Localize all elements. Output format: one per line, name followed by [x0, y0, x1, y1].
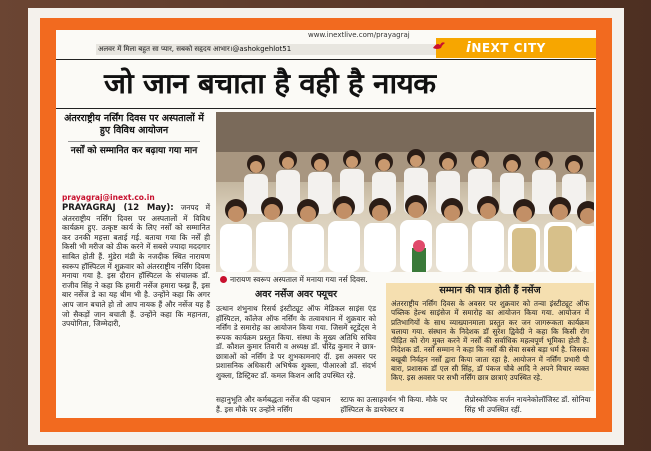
byline-email: prayagraj@inext.co.in	[62, 193, 155, 202]
article-body-left	[62, 203, 210, 329]
deck-separator	[68, 141, 200, 142]
group-photo	[216, 112, 594, 272]
top-rule	[56, 59, 596, 60]
bottom-text-1: सहानुभूति और कर्मबद्धता नर्सेज की पहचान हैं. इस मौके पर उन्होंने नर्सिंग	[216, 395, 331, 414]
bird-logo-icon	[432, 41, 446, 51]
brand-prefix: i	[466, 40, 472, 56]
caption-text: नारायण स्वरूप अस्पताल में मनाया गया नर्स दिवस.	[230, 275, 368, 284]
bottom-text-2: स्टाफ का उत्साहवर्धन भी किया. मौके पर हॉस्पिटल के डायरेक्टर व	[340, 395, 448, 414]
caption-bullet-icon	[220, 276, 227, 283]
ticker-bar	[96, 44, 444, 55]
deck-primary: अंतरराष्ट्रीय नर्सिंग दिवस पर अस्पतालों में हुए विविध आयोजन	[64, 113, 204, 136]
intro-deck	[58, 113, 210, 157]
bottom-text-row	[216, 395, 594, 414]
middle-heading: अवर नर्सेज अवर फ्यूचर	[254, 289, 338, 300]
article-text-left: जनपद में अंतरराष्ट्रीय नर्सिंग दिवस पर अस्पतालों में विविध कार्यक्रम हुए. उत्कृष्ट कार्य के लिए नर्सों को सम्मानित कर उनकी महत्ता बताई गई. बताया गया कि नर्सें ही किसी भी मरीज को ठीक करने में सबसे ज्यादा मददगार साबित होती हैं. मुंडेरा मंडी के नजदीक स्थित नारायण स्वरूप हॉस्पिटल में शुक्रवार को अंतरराष्ट्रीय नर्सिंग दिवस मनाया गया है. इस दौरान हॉस्पिटल के संचालक डॉ. राजीव सिंह ने कहा कि हमारी नर्सेज हमारा फख्र हैं, इस बार नर्सेज डे का यह थीम भी है. उन्होंने कहा कि अगर आप जान बचाते हो तो आप नायक हैं और नर्सेज यह हैं जो सैकड़ों जान बचाती हैं. उन्होंने कहा कि महानता, उपयोगिता, जिम्मेदारी,	[62, 203, 210, 329]
box-heading: सम्मान की पात्र होती हैं नर्सेज	[439, 285, 541, 296]
headline-rule	[56, 108, 596, 109]
headline: जो जान बचाता है वही है नायक	[104, 67, 436, 100]
top-strip	[56, 30, 596, 56]
site-url: www.inextlive.com/prayagraj	[308, 31, 410, 39]
newspaper-clipping	[56, 30, 596, 418]
dateline: PRAYAGRAJ (12 May):	[62, 203, 174, 213]
brand-banner	[436, 38, 596, 58]
box-body: अंतरराष्ट्रीय नर्सिंग दिवस के अवसर पर शुक्रवार को तन्वा इंस्टीट्यूट ऑफ पब्लिक हेल्थ साइंसेज में समारोह का आयोजन किया गया. आयोजन में प्रतिभागियों के साथ व्याख्यानमाला प्रस्तुत कर जन जागरूकता कार्यक्रम चलाया गया. संस्थान के निदेशक डॉ सुरेश द्विवेदी ने कहा कि किसी रोग पीड़ित को रोग मुक्त करने में नर्सों की सर्वाधिक महत्वपूर्ण भूमिका होती है. निदेशक डॉ. नर्सों सम्मान ने कहा कि नर्सों की सेवा सबसे बड़ा धर्म है. जिसका बखूबी निर्वहन नर्सों द्वारा किया जाता रहा है. आयोजन में नर्सिंग प्रभारी पी बारा, प्रशासक डॉ एल सी सिंह, डॉ पंकज चौबे आदि ने अपने विचार व्यक्त किए. इस अवसर पर सभी नर्सिंग छात्र छात्राएं उपस्थित रहे.	[391, 299, 589, 383]
bottom-text-3: लैप्रोस्कोपिक सर्जन नायनेकोलॉजिस्ट डॉ. सोनिया सिंह भी उपस्थित रहीं.	[464, 395, 591, 414]
middle-column	[216, 289, 376, 380]
ticker-handle: @ashokgehlot51	[232, 45, 292, 53]
ticker-text: अलवर में मिला बहुत सा प्यार, सबको सहृदय आभार।	[98, 45, 233, 53]
highlight-box	[386, 283, 594, 391]
brand-name: NEXT CITY	[471, 41, 546, 55]
nurses-group-illustration	[216, 112, 594, 272]
middle-body: उत्थान शंभुनाथ रिसर्च इंस्टीट्यूट ऑफ मेडिकल साइंस एंड हॉस्पिटल, कॉलेज ऑफ नर्सिंग के तत्वावधान में शुक्रवार को नर्सिंग डे समारोह का आयोजन किया गया. जिसमें स्टूडेंट्स ने रूपक कार्यक्रम प्रस्तुत किया. संस्था के मुख्य अतिथि सचिव डॉ. कौशल कुमार तिवारी व अध्यक्ष डॉ. चीरेंद्र कुमार ने छात्र-छात्राओं को नर्सिंग डे पर शुभकामनाएं दीं. इस अवसर पर प्रशासनिक अधिकारी अभिषेक शुक्ला, पीआरओ डॉ. संदर्भ शुक्ला, डिस्ट्रिक्ट डॉ. कमल किशन आदि उपस्थित रहे.	[216, 304, 376, 380]
deck-secondary: नर्सों को सम्मानित कर बढ़ाया गया मान	[70, 146, 198, 156]
